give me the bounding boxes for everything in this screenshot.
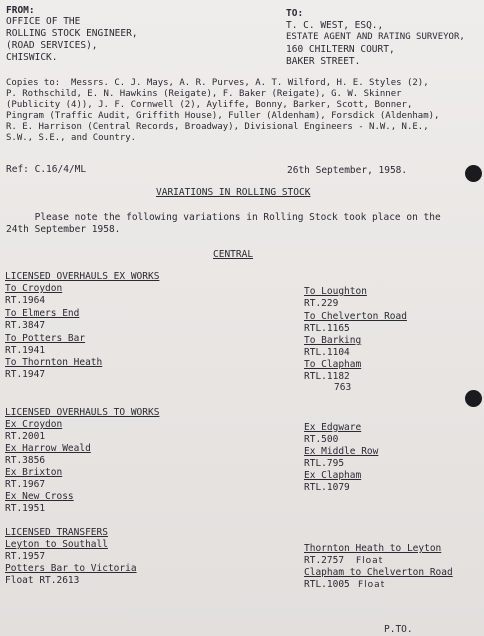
transfer-left-veh-2: Float RT.2613 <box>5 575 80 586</box>
transfer-right-note-1: Float <box>356 556 384 566</box>
ex-left-veh-4: RT.1947 <box>5 369 46 380</box>
ex-left-veh-1: RT.1964 <box>5 295 46 306</box>
document-title: VARIATIONS IN ROLLING STOCK <box>156 187 311 198</box>
to-line-3: 160 CHILTERN COURT, <box>286 44 395 55</box>
page-turn-note: P.TO. <box>384 624 413 635</box>
date: 26th September, 1958. <box>287 165 408 176</box>
to-right-dest-2: Ex Middle Row <box>304 446 379 457</box>
transfer-right-note-2: Float <box>358 580 386 590</box>
from-line-3: (ROAD SERVICES), <box>6 40 98 51</box>
to-left-dest-3: Ex Brixton <box>5 467 63 478</box>
to-left-veh-4: RT.1951 <box>5 503 46 514</box>
ex-left-dest-4: To Thornton Heath <box>5 357 103 368</box>
to-right-veh-1: RT.500 <box>304 434 339 445</box>
copies-line-1: Copies to: Messrs. C. J. Mays, A. R. Purves, A. T. Wilford, H. E. Styles (2), <box>6 78 429 88</box>
ex-right-dest-2: To Chelverton Road <box>304 311 407 322</box>
copies-line-5: R. E. Harrison (Central Records, Broadway), Divisional Engineers - N.W., N.E., <box>6 122 429 132</box>
copies-line-3: (Publicity (4)), J. F. Cornwell (2), Ayliffe, Bonny, Barker, Scott, Bonner, <box>6 100 413 110</box>
transfer-right-veh-2: RTL.1005 <box>304 579 350 590</box>
ex-left-veh-3: RT.1941 <box>5 345 46 356</box>
to-left-veh-1: RT.2001 <box>5 431 46 442</box>
to-line-4: BAKER STREET. <box>286 56 361 67</box>
copies-line-6: S.W., S.E., and Country. <box>6 133 137 143</box>
to-line-2: ESTATE AGENT AND RATING SURVEYOR, <box>286 32 465 42</box>
to-left-dest-2: Ex Harrow Weald <box>5 443 91 454</box>
copies-line-2: P. Rothschild, E. N. Hawkins (Reigate), F. Baker (Reigate), G. W. Skinner <box>6 89 402 99</box>
overhauls-ex-heading: LICENSED OVERHAULS EX WORKS <box>5 271 160 282</box>
transfer-left-dest-2: Potters Bar to Victoria <box>5 563 137 574</box>
transfer-left-dest-1: Leyton to Southall <box>5 539 108 550</box>
ex-left-dest-1: To Croydon <box>5 283 63 294</box>
ex-right-dest-4: To Clapham <box>304 359 362 370</box>
ex-left-dest-2: To Elmers End <box>5 308 80 319</box>
to-right-dest-3: Ex Clapham <box>304 470 362 481</box>
ex-right-dest-3: To Barking <box>304 335 362 346</box>
ex-right-veh-1: RT.229 <box>304 298 339 309</box>
punch-hole-middle <box>465 390 482 407</box>
from-line-2: ROLLING STOCK ENGINEER, <box>6 28 138 39</box>
transfer-left-veh-1: RT.1957 <box>5 551 46 562</box>
ex-left-veh-2: RT.3847 <box>5 320 46 331</box>
from-label: FROM: <box>6 5 35 16</box>
punch-hole-top <box>465 165 482 182</box>
to-line-1: T. C. WEST, ESQ., <box>286 20 384 31</box>
transfer-right-dest-2: Clapham to Chelverton Road <box>304 567 453 578</box>
intro-line-2: 24th September 1958. <box>6 224 121 235</box>
transfer-right-veh-1: RT.2757 <box>304 555 345 566</box>
ex-right-extra: 763 <box>334 382 352 393</box>
transfers-heading: LICENSED TRANSFERS <box>5 527 108 538</box>
ex-right-dest-1: To Loughton <box>304 286 367 297</box>
section-heading: CENTRAL <box>213 249 254 260</box>
ex-left-dest-3: To Potters Bar <box>5 333 86 344</box>
to-right-veh-2: RTL.795 <box>304 458 345 469</box>
to-left-veh-2: RT.3856 <box>5 455 46 466</box>
to-left-dest-1: Ex Croydon <box>5 419 63 430</box>
to-label: TO: <box>286 8 304 19</box>
reference: Ref: C.16/4/ML <box>6 164 87 175</box>
copies-underline <box>6 78 60 89</box>
to-right-dest-1: Ex Edgware <box>304 422 362 433</box>
ex-right-veh-4: RTL.1182 <box>304 371 350 382</box>
overhauls-to-heading: LICENSED OVERHAULS TO WORKS <box>5 407 160 418</box>
transfer-right-dest-1: Thornton Heath to Leyton <box>304 543 442 554</box>
to-left-dest-4: Ex New Cross <box>5 491 74 502</box>
intro-line-1: Please note the following variations in Rolling Stock took place on the <box>6 212 441 223</box>
ex-right-veh-3: RTL.1104 <box>304 347 350 358</box>
ex-right-veh-2: RTL.1165 <box>304 323 350 334</box>
copies-line-4: Pingram (Traffic Audit, Griffith House), Fuller (Aldenham), Forsdick (Aldenham), <box>6 111 440 121</box>
from-line-1: OFFICE OF THE <box>6 16 81 27</box>
to-right-veh-3: RTL.1079 <box>304 482 350 493</box>
from-line-4: CHISWICK. <box>6 52 58 63</box>
to-left-veh-3: RT.1967 <box>5 479 46 490</box>
